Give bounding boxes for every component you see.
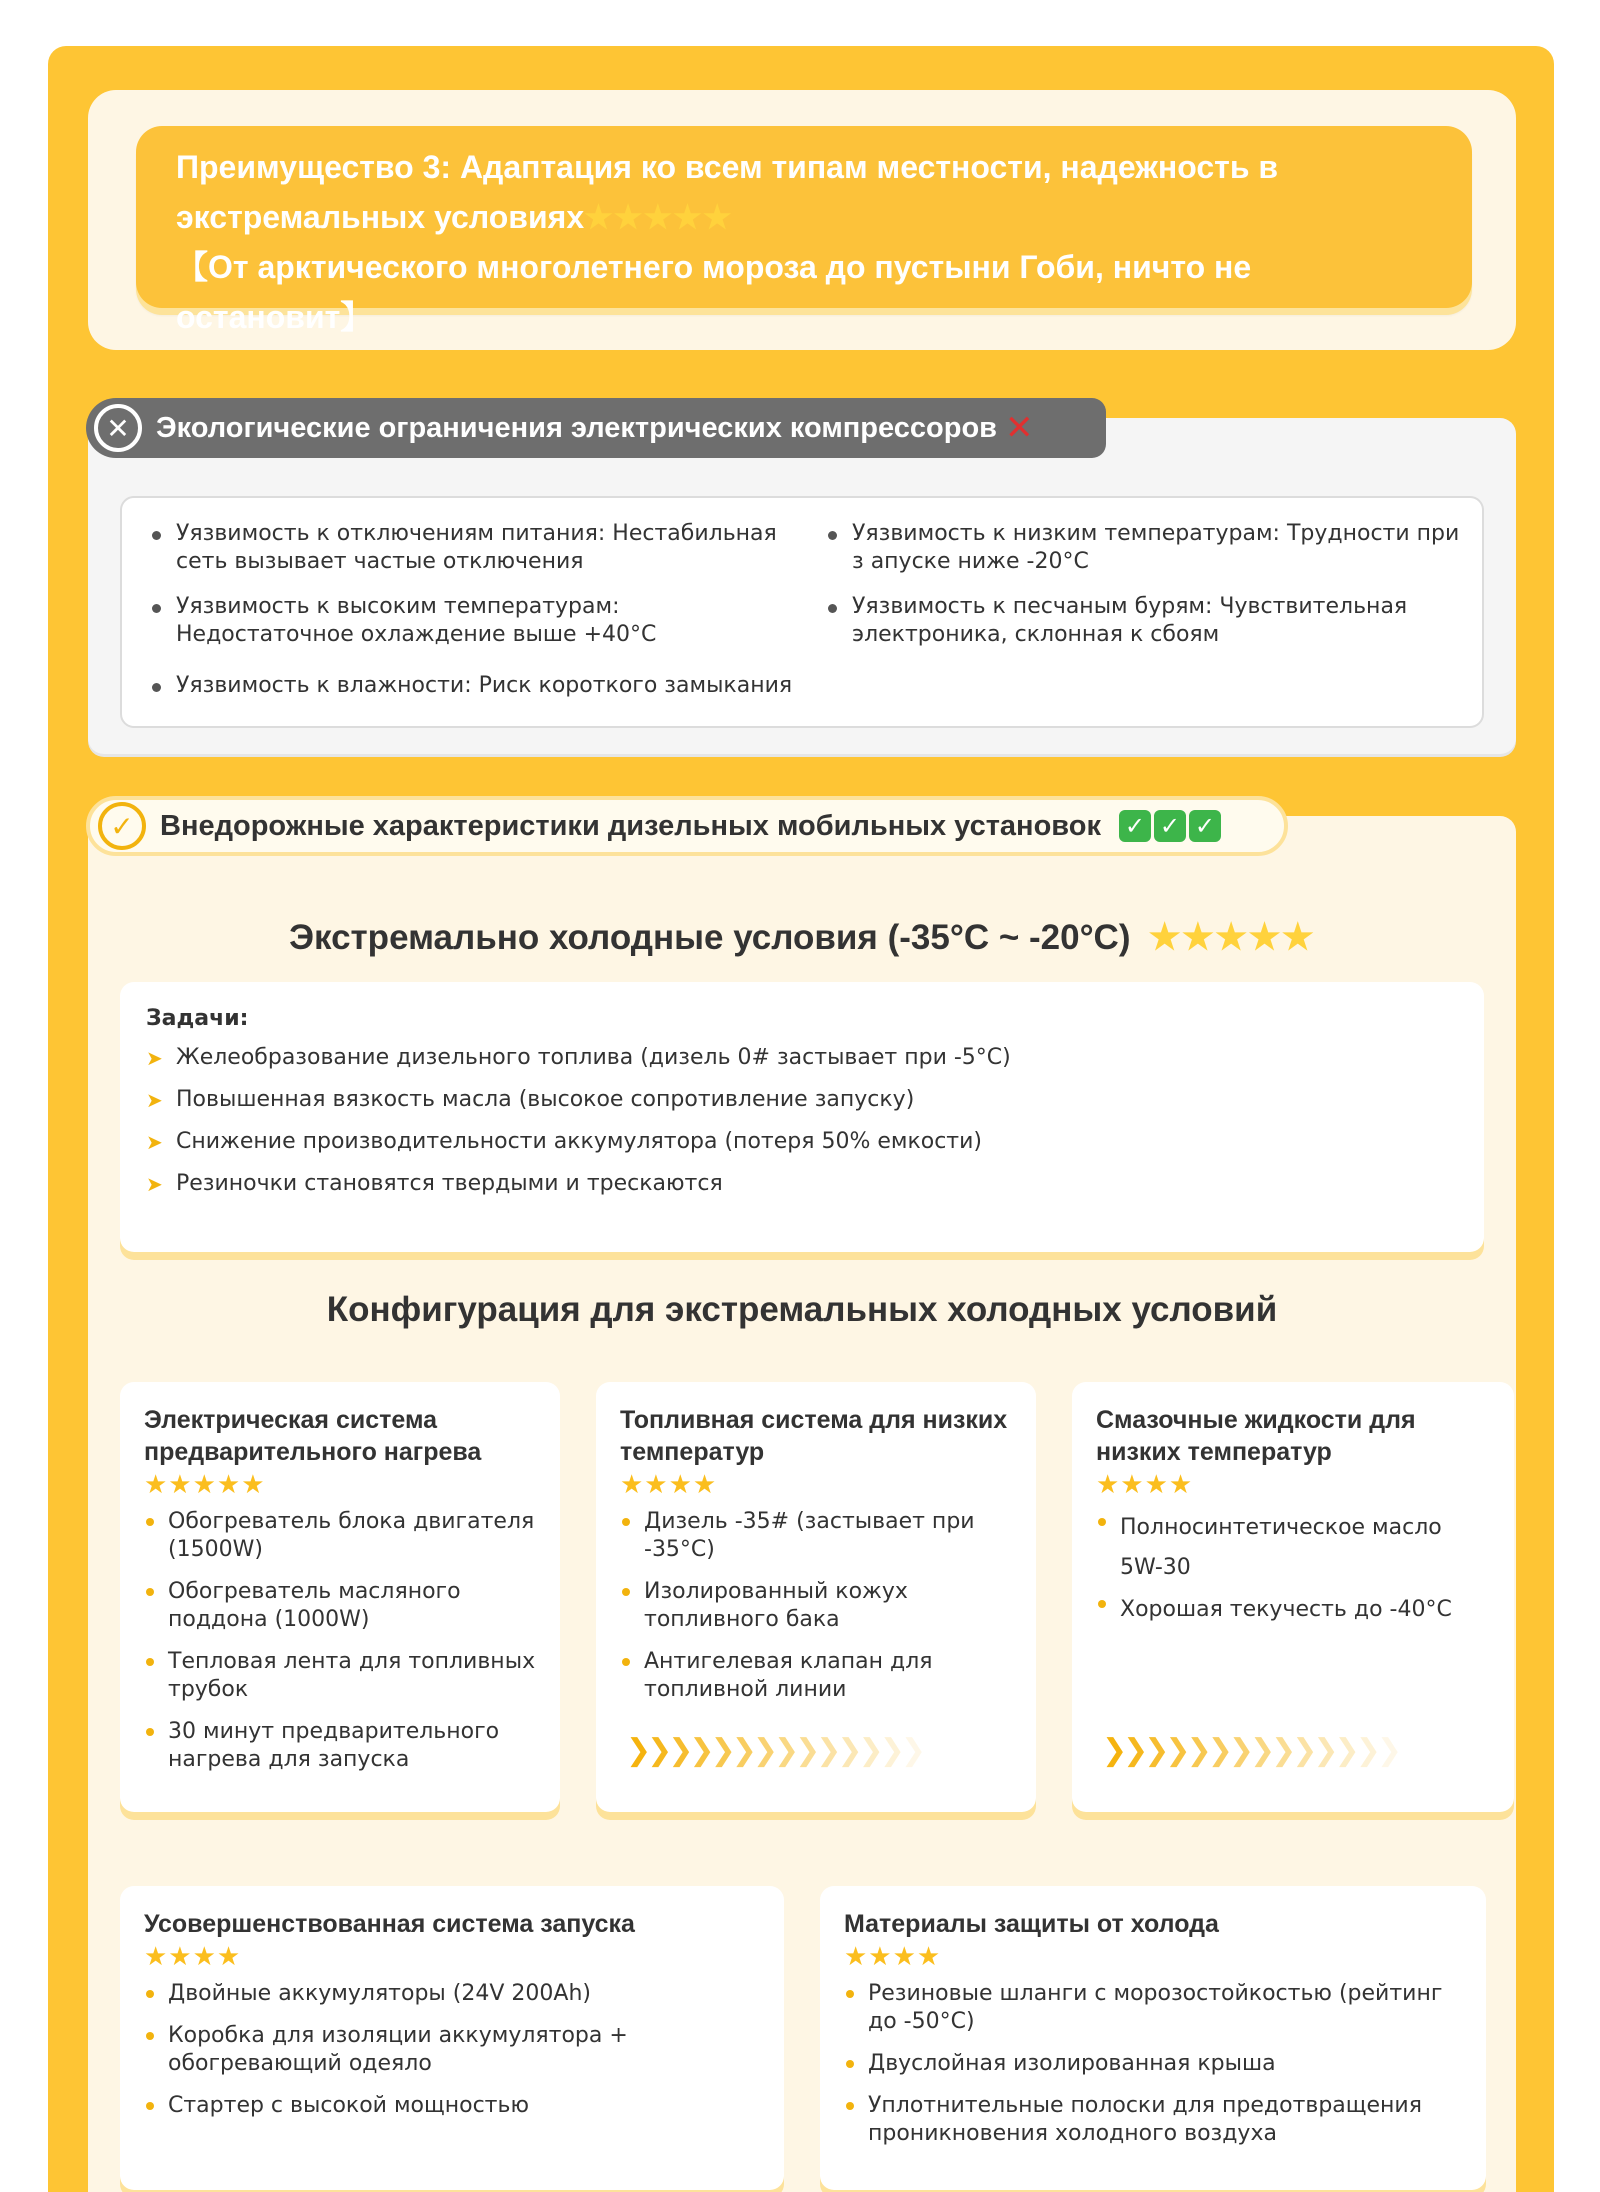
chevron-icon: ❯ bbox=[668, 1733, 694, 1768]
card-title: Смазочные жидкости для низких температур bbox=[1096, 1406, 1416, 1466]
card-rating-stars: ★★★★ bbox=[144, 1942, 242, 1972]
header-banner bbox=[136, 126, 1472, 335]
chevron-icon: ❯ bbox=[1334, 1733, 1360, 1768]
chevron-icon: ❯ bbox=[795, 1733, 821, 1768]
chevron-decoration-icon bbox=[1102, 1733, 1402, 1768]
config-card-starter bbox=[120, 1886, 784, 2190]
config-card-preheat bbox=[120, 1382, 560, 1812]
electric-section-header bbox=[86, 398, 1106, 458]
vulnerabilities-box bbox=[120, 496, 1484, 728]
green-check-icon: ✓ bbox=[1189, 810, 1221, 842]
config-card-materials bbox=[820, 1886, 1486, 2190]
chevron-icon: ❯ bbox=[689, 1733, 715, 1768]
config-title: Конфигурация для экстремальных холодных условий bbox=[326, 1290, 1278, 1329]
card-item: Стартер с высокой мощностью bbox=[144, 2092, 760, 2120]
card-title: Топливная система для низких температур bbox=[620, 1406, 1008, 1466]
card-title: Усовершенствованная система запуска bbox=[144, 1910, 635, 1938]
card-rating-stars: ★★★★ bbox=[1096, 1470, 1194, 1500]
cold-conditions-title-text: Экстремально холодные условия (-35°C ~ -20°C) bbox=[289, 918, 1131, 957]
green-check-icon: ✓ bbox=[1154, 810, 1186, 842]
task-item: ➤ Желеобразование дизельного топлива (дизель 0# застывает при -5°C) bbox=[146, 1037, 1458, 1079]
vulnerability-item: Уязвимость к песчаным бурям: Чувствительная электроника, склонная к сбоям bbox=[826, 593, 1476, 649]
chevron-icon: ❯ bbox=[1376, 1733, 1402, 1768]
card-item: Резиновые шланги с морозостойкостью (рейтинг до -50°C) bbox=[844, 1980, 1462, 2036]
chevron-decoration-icon bbox=[626, 1733, 926, 1768]
card-item: Тепловая лента для топливных трубок bbox=[144, 1648, 536, 1704]
green-checks bbox=[1119, 810, 1221, 842]
diesel-section-header bbox=[86, 796, 1288, 856]
header-line-3: 【От арктического многолетнего мороза до пустыни Гоби, ничто не остановит】 bbox=[176, 249, 1252, 335]
vulnerability-item: Уязвимость к высоким температурам: Недостаточное охлаждение выше +40°C bbox=[150, 593, 790, 649]
config-card-lubricant bbox=[1072, 1382, 1514, 1812]
card-item: Уплотнительные полоски для предотвращения проникновения холодного воздуха bbox=[844, 2092, 1462, 2148]
card-item: Хорошая текучесть до -40°C bbox=[1096, 1590, 1490, 1630]
card-title: Электрическая система предварительного нагрева bbox=[144, 1406, 482, 1466]
chevron-icon: ❯ bbox=[1228, 1733, 1254, 1768]
chevron-icon: ❯ bbox=[752, 1733, 778, 1768]
chevron-icon: ❯ bbox=[1123, 1733, 1149, 1768]
tasks-heading: Задачи: bbox=[146, 1006, 249, 1031]
cold-conditions-title bbox=[88, 916, 1516, 958]
chevron-icon: ❯ bbox=[647, 1733, 673, 1768]
chevron-icon: ❯ bbox=[773, 1733, 800, 1768]
card-item: Обогреватель масляного поддона (1000W) bbox=[144, 1578, 536, 1634]
chevron-icon: ❯ bbox=[1165, 1733, 1191, 1768]
chevron-icon: ❯ bbox=[1102, 1733, 1128, 1768]
diesel-section-title: Внедорожные характеристики дизельных мобильных установок bbox=[160, 809, 1101, 842]
chevron-icon: ❯ bbox=[1186, 1733, 1212, 1768]
chevron-icon: ❯ bbox=[816, 1733, 842, 1768]
cold-rating-stars: ★★★★★ bbox=[1148, 916, 1315, 957]
chevron-icon: ❯ bbox=[837, 1733, 863, 1768]
chevron-icon: ❯ bbox=[1207, 1733, 1233, 1768]
card-item: Двойные аккумуляторы (24V 200Ah) bbox=[144, 1980, 760, 2008]
chevron-icon: ❯ bbox=[626, 1733, 652, 1768]
card-rating-stars: ★★★★ bbox=[844, 1942, 942, 1972]
check-circle-icon: ✓ bbox=[98, 802, 146, 850]
x-circle-icon: ✕ bbox=[94, 404, 142, 452]
electric-section bbox=[88, 418, 1516, 754]
chevron-icon: ❯ bbox=[1249, 1733, 1276, 1768]
config-card-fuel bbox=[596, 1382, 1036, 1812]
card-item: Антигелевая клапан для топливной линии bbox=[620, 1648, 1012, 1704]
task-item: ➤ Снижение производительности аккумулятора (потеря 50% емкости) bbox=[146, 1121, 1458, 1163]
chevron-icon: ❯ bbox=[1355, 1733, 1381, 1768]
page-container bbox=[48, 46, 1554, 2192]
card-rating-stars: ★★★★ bbox=[620, 1470, 718, 1500]
task-item: ➤ Повышенная вязкость масла (высокое сопротивление запуску) bbox=[146, 1079, 1458, 1121]
header-line-2-text: экстремальных условиях bbox=[176, 199, 585, 235]
diesel-section bbox=[88, 816, 1516, 2192]
card-title: Материалы защиты от холода bbox=[844, 1910, 1219, 1938]
card-item: Дизель -35# (застывает при -35°C) bbox=[620, 1508, 1012, 1564]
tasks-box bbox=[120, 982, 1484, 1252]
chevron-icon: ❯ bbox=[1144, 1733, 1170, 1768]
chevron-icon: ❯ bbox=[858, 1733, 884, 1768]
green-check-icon: ✓ bbox=[1119, 810, 1151, 842]
chevron-icon: ❯ bbox=[710, 1733, 736, 1768]
chevron-icon: ❯ bbox=[900, 1733, 926, 1768]
vulnerability-item: Уязвимость к отключениям питания: Нестабильная сеть вызывает частые отключения bbox=[150, 520, 790, 576]
card-item: Двуслойная изолированная крыша bbox=[844, 2050, 1462, 2078]
chevron-icon: ❯ bbox=[1313, 1733, 1339, 1768]
header-line-1: Преимущество 3: Адаптация ко всем типам местности, надежность в bbox=[176, 149, 1279, 185]
electric-section-title: Экологические ограничения электрических компрессоров bbox=[156, 411, 997, 444]
card-item: Полносинтетическое масло 5W-30 bbox=[1096, 1508, 1490, 1588]
vulnerability-item: Уязвимость к влажности: Риск короткого замыкания bbox=[150, 672, 1050, 700]
header-card bbox=[88, 90, 1516, 350]
header-line-2 bbox=[176, 192, 1432, 242]
card-item: 30 минут предварительного нагрева для запуска bbox=[144, 1718, 536, 1774]
chevron-icon: ❯ bbox=[1292, 1733, 1318, 1768]
chevron-icon: ❯ bbox=[731, 1733, 757, 1768]
header-rating-stars: ★★★★★ bbox=[584, 199, 733, 235]
card-item: Обогреватель блока двигателя (1500W) bbox=[144, 1508, 536, 1564]
card-item: Изолированный кожух топливного бака bbox=[620, 1578, 1012, 1634]
vulnerability-item: Уязвимость к низким температурам: Трудности при з апуске ниже -20°C bbox=[826, 520, 1476, 576]
card-item: Коробка для изоляции аккумулятора + обогревающий одеяло bbox=[144, 2022, 760, 2078]
red-cross-icon: ✕ bbox=[1005, 408, 1034, 448]
task-item: ➤ Резиночки становятся твердыми и трескаются bbox=[146, 1163, 1458, 1205]
card-rating-stars: ★★★★★ bbox=[144, 1470, 266, 1500]
chevron-icon: ❯ bbox=[879, 1733, 905, 1768]
chevron-icon: ❯ bbox=[1271, 1733, 1297, 1768]
